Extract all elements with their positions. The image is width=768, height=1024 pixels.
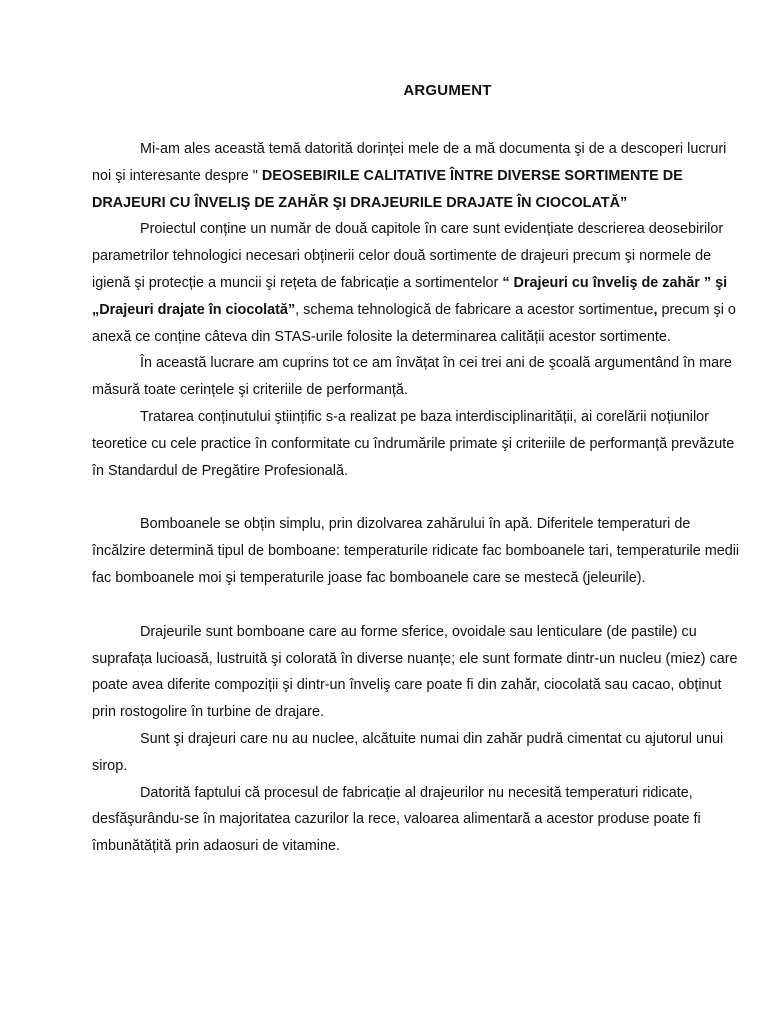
paragraph-project-text-3: precum şi o anexă ce conține câteva din STAS-urile folosite la determinarea calității acestor sortimente. bbox=[92, 301, 736, 345]
paragraph-project-bold-comma: , bbox=[653, 301, 658, 318]
paragraph-project-text-2: , schema tehnologică de fabricare a acestor sortimentue bbox=[295, 301, 654, 318]
paragraph-project-text-1: Proiectul conține un număr de două capitole în care sunt evidențiate descrierea deosebirilor parametrilor tehnologici necesari obținerii celor două sortimente de drajeuri precum şi normele de igienă şi protecție a muncii şi rețeta de fabricație a sortimentelor bbox=[92, 221, 724, 291]
paragraph-spacer bbox=[92, 592, 742, 619]
paragraph-learning: În această lucrare am cuprins tot ce am învățat în cei trei ani de şcoală argumentând în mare măsură toate cerințele şi criteriile de performanță. bbox=[92, 355, 732, 399]
paragraph-bomboane: Bomboanele se obțin simplu, prin dizolvarea zahărului în apă. Diferitele temperaturi de încălzire determină tipul de bomboane: temperaturile ridicate fac bomboanele tari, temperaturile medii fac bomboanele moi şi temperaturile joase fac bomboanele care se mestecă (jeleurile). bbox=[92, 516, 740, 586]
paragraph-intro-text: Mi-am ales această temă datorită dorinței mele de a mă documenta şi de a descoperi lucruri noi şi interesante despre " bbox=[92, 141, 727, 184]
document-body bbox=[92, 136, 742, 860]
paragraph-intro bbox=[92, 136, 742, 216]
paragraph-drajeuri-fara-nucleu: Sunt şi drajeuri care nu au nuclee, alcătuite numai din zahăr pudră cimentat cu ajutorul unui sirop. bbox=[92, 730, 724, 774]
document-title: ARGUMENT bbox=[403, 82, 492, 99]
paragraph-fabricatie-vitamine: Datorită faptului că procesul de fabricație al drajeurilor nu necesită temperaturi ridicate, desfăşurându-se în majoritatea cazurilor la rece, valoarea alimentară a acestor produse poate fi îmbunătățită prin adaosuri de vitamine. bbox=[92, 784, 701, 855]
paragraph-drajeuri-definition: Drajeurile sunt bomboane care au forme sferice, ovoidale sau lenticulare (de pastile) cu suprafața lucioasă, lustruită şi colorată în diverse nuanțe; ele sunt formate dintr-un nucleu (miez) care poate avea diferite compoziții şi dintr-un înveliş care poate fi din zahăr, ciocolată sau cacao, obținut prin rostogolire în turbine de drajare. bbox=[92, 623, 738, 721]
paragraph-project-content bbox=[92, 216, 742, 350]
paragraph-intro-bold-topic: DEOSEBIRILE CALITATIVE ÎNTRE DIVERSE SORTIMENTE DE DRAJEURI CU ÎNVELIŞ DE ZAHĂR ŞI DRAJEURILE DRAJATE ÎN CIOCOLATĂ” bbox=[92, 167, 683, 211]
paragraph-interdisciplinarity: Tratarea conținutului ştiințific s-a realizat pe baza interdisciplinarității, ai corelării noțiunilor teoretice cu cele practice în conformitate cu îndrumările primate şi criteriile de performanță prevăzute în Standardul de Pregătire Profesională. bbox=[92, 408, 735, 479]
paragraph-spacer bbox=[92, 484, 742, 511]
paragraph-project-bold-sortiments: “ Drajeuri cu înveliş de zahăr ” şi „Drajeuri drajate în ciocolată” bbox=[92, 274, 728, 318]
